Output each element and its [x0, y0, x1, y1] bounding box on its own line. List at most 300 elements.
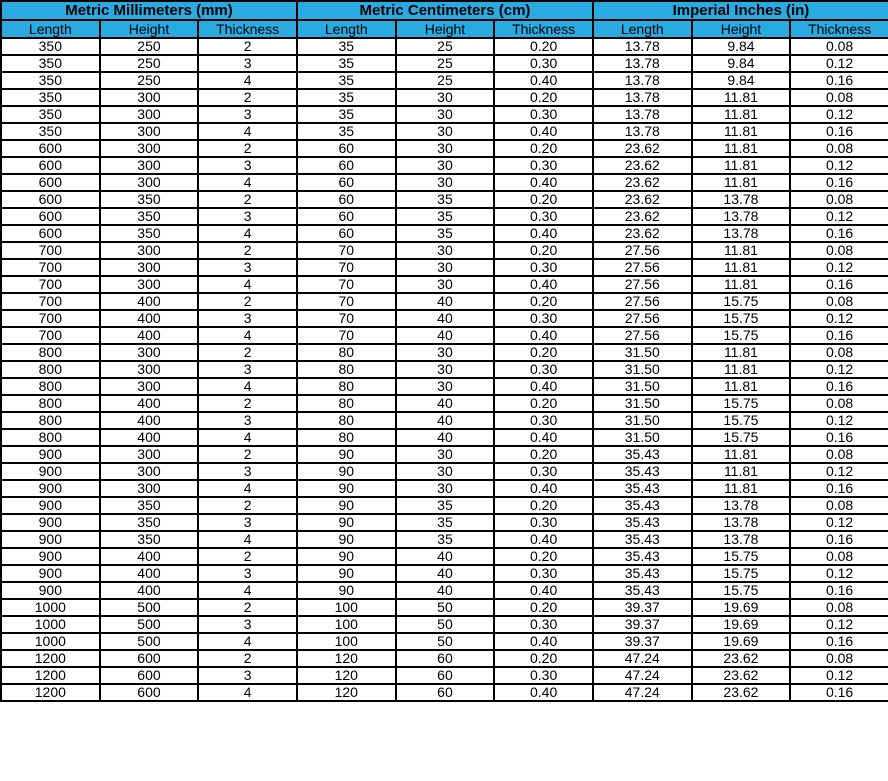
- table-cell: 35: [396, 191, 495, 208]
- table-cell: 0.30: [494, 55, 593, 72]
- table-cell: 100: [297, 633, 396, 650]
- table-cell: 400: [100, 565, 199, 582]
- table-cell: 0.08: [790, 395, 888, 412]
- table-cell: 30: [396, 157, 495, 174]
- table-cell: 0.08: [790, 38, 888, 55]
- table-cell: 35: [297, 123, 396, 140]
- table-cell: 0.40: [494, 480, 593, 497]
- table-cell: 0.16: [790, 327, 888, 344]
- table-row: [1, 633, 888, 650]
- table-row: [1, 378, 888, 395]
- table-cell: 11.81: [692, 174, 791, 191]
- table-cell: 250: [100, 55, 199, 72]
- table-cell: 35.43: [593, 497, 692, 514]
- table-cell: 60: [396, 650, 495, 667]
- table-cell: 2: [198, 497, 297, 514]
- table-cell: 0.12: [790, 157, 888, 174]
- table-cell: 13.78: [692, 225, 791, 242]
- table-cell: 0.16: [790, 582, 888, 599]
- table-cell: 300: [100, 463, 199, 480]
- table-cell: 30: [396, 276, 495, 293]
- table-cell: 4: [198, 684, 297, 701]
- table-cell: 2: [198, 242, 297, 259]
- table-cell: 11.81: [692, 446, 791, 463]
- table-cell: 13.78: [692, 191, 791, 208]
- table-cell: 90: [297, 497, 396, 514]
- table-cell: 400: [100, 327, 199, 344]
- table-cell: 300: [100, 242, 199, 259]
- table-cell: 0.20: [494, 548, 593, 565]
- table-cell: 300: [100, 259, 199, 276]
- table-row: [1, 208, 888, 225]
- group-header-row: [1, 1, 888, 20]
- table-cell: 27.56: [593, 327, 692, 344]
- table-row: [1, 38, 888, 55]
- table-cell: 4: [198, 327, 297, 344]
- table-cell: 0.12: [790, 208, 888, 225]
- table-cell: 2: [198, 548, 297, 565]
- table-cell: 700: [1, 293, 100, 310]
- table-row: [1, 480, 888, 497]
- table-cell: 35: [396, 514, 495, 531]
- table-cell: 0.20: [494, 344, 593, 361]
- table-cell: 15.75: [692, 395, 791, 412]
- table-cell: 4: [198, 429, 297, 446]
- table-cell: 0.12: [790, 55, 888, 72]
- table-cell: 90: [297, 514, 396, 531]
- table-cell: 0.40: [494, 633, 593, 650]
- table-cell: 11.81: [692, 276, 791, 293]
- table-cell: 13.78: [593, 38, 692, 55]
- table-cell: 0.08: [790, 293, 888, 310]
- table-cell: 35.43: [593, 548, 692, 565]
- table-cell: 15.75: [692, 412, 791, 429]
- table-cell: 4: [198, 633, 297, 650]
- table-cell: 60: [297, 225, 396, 242]
- table-cell: 300: [100, 344, 199, 361]
- table-row: [1, 106, 888, 123]
- table-cell: 30: [396, 123, 495, 140]
- table-row: [1, 684, 888, 701]
- table-cell: 800: [1, 344, 100, 361]
- table-cell: 800: [1, 361, 100, 378]
- table-cell: 0.20: [494, 650, 593, 667]
- table-cell: 900: [1, 565, 100, 582]
- table-cell: 0.30: [494, 310, 593, 327]
- table-cell: 15.75: [692, 310, 791, 327]
- table-row: [1, 310, 888, 327]
- table-cell: 0.30: [494, 616, 593, 633]
- table-row: [1, 650, 888, 667]
- table-cell: 11.81: [692, 106, 791, 123]
- table-cell: 0.08: [790, 548, 888, 565]
- table-cell: 11.81: [692, 157, 791, 174]
- table-cell: 47.24: [593, 650, 692, 667]
- table-cell: 600: [1, 225, 100, 242]
- table-cell: 90: [297, 480, 396, 497]
- table-cell: 0.16: [790, 531, 888, 548]
- table-cell: 350: [100, 191, 199, 208]
- table-cell: 35: [396, 225, 495, 242]
- table-cell: 0.40: [494, 123, 593, 140]
- table-cell: 30: [396, 446, 495, 463]
- table-cell: 120: [297, 684, 396, 701]
- table-cell: 0.20: [494, 191, 593, 208]
- table-cell: 31.50: [593, 412, 692, 429]
- table-cell: 70: [297, 242, 396, 259]
- table-cell: 0.40: [494, 684, 593, 701]
- table-cell: 3: [198, 667, 297, 684]
- table-cell: 35: [297, 72, 396, 89]
- table-cell: 80: [297, 412, 396, 429]
- table-cell: 30: [396, 480, 495, 497]
- table-cell: 900: [1, 497, 100, 514]
- table-cell: 0.12: [790, 565, 888, 582]
- table-cell: 0.40: [494, 582, 593, 599]
- table-cell: 2: [198, 191, 297, 208]
- table-cell: 40: [396, 310, 495, 327]
- table-cell: 0.16: [790, 633, 888, 650]
- table-cell: 500: [100, 599, 199, 616]
- table-cell: 19.69: [692, 616, 791, 633]
- table-cell: 0.08: [790, 242, 888, 259]
- table-cell: 40: [396, 327, 495, 344]
- table-cell: 70: [297, 259, 396, 276]
- table-cell: 35.43: [593, 565, 692, 582]
- table-cell: 0.12: [790, 106, 888, 123]
- table-row: [1, 174, 888, 191]
- table-row: [1, 548, 888, 565]
- table-cell: 30: [396, 259, 495, 276]
- table-cell: 800: [1, 378, 100, 395]
- table-row: [1, 599, 888, 616]
- table-cell: 0.16: [790, 378, 888, 395]
- table-cell: 3: [198, 616, 297, 633]
- table-cell: 800: [1, 395, 100, 412]
- table-cell: 300: [100, 446, 199, 463]
- table-cell: 0.20: [494, 89, 593, 106]
- table-cell: 4: [198, 123, 297, 140]
- table-cell: 23.62: [692, 667, 791, 684]
- table-cell: 35.43: [593, 480, 692, 497]
- table-row: [1, 89, 888, 106]
- table-cell: 50: [396, 633, 495, 650]
- table-cell: 2: [198, 38, 297, 55]
- table-cell: 25: [396, 72, 495, 89]
- table-row: [1, 225, 888, 242]
- table-cell: 60: [396, 684, 495, 701]
- table-cell: 0.12: [790, 514, 888, 531]
- table-cell: 23.62: [692, 650, 791, 667]
- table-cell: 11.81: [692, 89, 791, 106]
- table-cell: 35: [297, 55, 396, 72]
- table-cell: 300: [100, 157, 199, 174]
- table-row: [1, 293, 888, 310]
- table-cell: 350: [100, 514, 199, 531]
- table-cell: 0.12: [790, 667, 888, 684]
- table-cell: 0.30: [494, 412, 593, 429]
- column-header-in-height: Height: [692, 20, 791, 38]
- table-cell: 120: [297, 650, 396, 667]
- table-cell: 15.75: [692, 565, 791, 582]
- table-cell: 0.20: [494, 446, 593, 463]
- table-cell: 39.37: [593, 616, 692, 633]
- table-cell: 0.40: [494, 72, 593, 89]
- table-cell: 0.12: [790, 259, 888, 276]
- table-cell: 30: [396, 89, 495, 106]
- table-cell: 0.40: [494, 327, 593, 344]
- table-row: [1, 327, 888, 344]
- table-row: [1, 463, 888, 480]
- table-cell: 35.43: [593, 582, 692, 599]
- column-header-cm-thickness: Thickness: [494, 20, 593, 38]
- table-cell: 70: [297, 293, 396, 310]
- table-cell: 3: [198, 565, 297, 582]
- table-cell: 3: [198, 55, 297, 72]
- table-cell: 600: [1, 157, 100, 174]
- table-cell: 27.56: [593, 293, 692, 310]
- table-cell: 0.12: [790, 412, 888, 429]
- table-row: [1, 361, 888, 378]
- table-cell: 60: [297, 157, 396, 174]
- table-cell: 13.78: [593, 89, 692, 106]
- table-cell: 90: [297, 446, 396, 463]
- table-cell: 40: [396, 412, 495, 429]
- table-cell: 0.40: [494, 276, 593, 293]
- table-cell: 400: [100, 429, 199, 446]
- table-cell: 600: [100, 667, 199, 684]
- table-cell: 300: [100, 361, 199, 378]
- table-cell: 0.08: [790, 497, 888, 514]
- group-header-metric-mm: Metric Millimeters (mm): [1, 1, 297, 20]
- table-cell: 900: [1, 446, 100, 463]
- table-cell: 35.43: [593, 514, 692, 531]
- column-header-mm-thickness: Thickness: [198, 20, 297, 38]
- table-cell: 350: [1, 72, 100, 89]
- table-cell: 0.20: [494, 599, 593, 616]
- table-cell: 11.81: [692, 242, 791, 259]
- table-cell: 100: [297, 616, 396, 633]
- table-cell: 4: [198, 582, 297, 599]
- table-cell: 2: [198, 650, 297, 667]
- table-cell: 400: [100, 293, 199, 310]
- table-cell: 31.50: [593, 429, 692, 446]
- table-cell: 23.62: [593, 174, 692, 191]
- table-cell: 0.30: [494, 106, 593, 123]
- table-cell: 0.20: [494, 140, 593, 157]
- table-header: [1, 1, 888, 38]
- table-cell: 3: [198, 361, 297, 378]
- table-cell: 0.16: [790, 276, 888, 293]
- table-cell: 15.75: [692, 548, 791, 565]
- table-cell: 35.43: [593, 531, 692, 548]
- table-cell: 1200: [1, 650, 100, 667]
- table-cell: 1000: [1, 633, 100, 650]
- table-cell: 300: [100, 123, 199, 140]
- table-cell: 350: [1, 123, 100, 140]
- table-cell: 9.84: [692, 38, 791, 55]
- table-cell: 350: [1, 55, 100, 72]
- table-row: [1, 667, 888, 684]
- table-cell: 13.78: [593, 106, 692, 123]
- table-cell: 0.40: [494, 531, 593, 548]
- table-cell: 1200: [1, 684, 100, 701]
- table-cell: 27.56: [593, 276, 692, 293]
- table-cell: 9.84: [692, 55, 791, 72]
- table-cell: 40: [396, 429, 495, 446]
- table-cell: 27.56: [593, 310, 692, 327]
- table-cell: 3: [198, 514, 297, 531]
- table-cell: 800: [1, 429, 100, 446]
- table-cell: 15.75: [692, 429, 791, 446]
- table-cell: 11.81: [692, 123, 791, 140]
- table-cell: 0.20: [494, 395, 593, 412]
- table-cell: 11.81: [692, 378, 791, 395]
- table-cell: 1000: [1, 599, 100, 616]
- table-cell: 13.78: [593, 123, 692, 140]
- table-cell: 0.08: [790, 650, 888, 667]
- table-cell: 70: [297, 276, 396, 293]
- table-cell: 30: [396, 361, 495, 378]
- table-cell: 0.12: [790, 616, 888, 633]
- table-cell: 900: [1, 514, 100, 531]
- table-cell: 3: [198, 208, 297, 225]
- table-cell: 80: [297, 344, 396, 361]
- table-row: [1, 242, 888, 259]
- table-cell: 350: [100, 208, 199, 225]
- table-cell: 23.62: [593, 208, 692, 225]
- table-cell: 250: [100, 38, 199, 55]
- table-cell: 300: [100, 480, 199, 497]
- table-cell: 35: [297, 38, 396, 55]
- table-cell: 400: [100, 310, 199, 327]
- table-cell: 350: [100, 497, 199, 514]
- table-cell: 350: [1, 106, 100, 123]
- table-cell: 300: [100, 140, 199, 157]
- table-cell: 2: [198, 89, 297, 106]
- table-cell: 90: [297, 565, 396, 582]
- table-row: [1, 446, 888, 463]
- table-cell: 350: [100, 531, 199, 548]
- table-cell: 90: [297, 548, 396, 565]
- table-cell: 400: [100, 582, 199, 599]
- table-cell: 250: [100, 72, 199, 89]
- table-cell: 4: [198, 276, 297, 293]
- table-cell: 300: [100, 378, 199, 395]
- table-cell: 39.37: [593, 633, 692, 650]
- table-cell: 47.24: [593, 684, 692, 701]
- table-cell: 0.12: [790, 463, 888, 480]
- table-cell: 0.08: [790, 599, 888, 616]
- table-cell: 700: [1, 327, 100, 344]
- table-cell: 80: [297, 395, 396, 412]
- table-cell: 60: [297, 191, 396, 208]
- table-cell: 1000: [1, 616, 100, 633]
- table-row: [1, 429, 888, 446]
- table-cell: 900: [1, 463, 100, 480]
- table-cell: 15.75: [692, 327, 791, 344]
- table-cell: 0.30: [494, 514, 593, 531]
- table-cell: 30: [396, 106, 495, 123]
- table-cell: 0.30: [494, 208, 593, 225]
- table-cell: 4: [198, 480, 297, 497]
- table-cell: 3: [198, 412, 297, 429]
- table-cell: 0.20: [494, 38, 593, 55]
- table-cell: 15.75: [692, 293, 791, 310]
- table-body: [1, 38, 888, 701]
- table-row: [1, 140, 888, 157]
- table-cell: 0.08: [790, 446, 888, 463]
- table-row: [1, 565, 888, 582]
- table-cell: 70: [297, 327, 396, 344]
- table-cell: 300: [100, 276, 199, 293]
- table-cell: 13.78: [692, 497, 791, 514]
- table-cell: 19.69: [692, 599, 791, 616]
- table-cell: 40: [396, 395, 495, 412]
- table-cell: 300: [100, 89, 199, 106]
- table-cell: 400: [100, 395, 199, 412]
- table-cell: 3: [198, 463, 297, 480]
- table-cell: 600: [1, 140, 100, 157]
- column-header-in-thickness: Thickness: [790, 20, 888, 38]
- table-cell: 4: [198, 378, 297, 395]
- table-cell: 40: [396, 565, 495, 582]
- table-cell: 3: [198, 310, 297, 327]
- table-cell: 23.62: [593, 225, 692, 242]
- table-cell: 0.40: [494, 429, 593, 446]
- group-header-imperial-in: Imperial Inches (in): [593, 1, 888, 20]
- table-cell: 350: [100, 225, 199, 242]
- table-cell: 35.43: [593, 463, 692, 480]
- table-cell: 23.62: [593, 140, 692, 157]
- table-cell: 700: [1, 259, 100, 276]
- group-header-metric-cm: Metric Centimeters (cm): [297, 1, 593, 20]
- table-cell: 19.69: [692, 633, 791, 650]
- table-cell: 400: [100, 548, 199, 565]
- table-cell: 35: [297, 89, 396, 106]
- table-cell: 30: [396, 140, 495, 157]
- table-cell: 31.50: [593, 395, 692, 412]
- table-cell: 47.24: [593, 667, 692, 684]
- table-cell: 35: [396, 531, 495, 548]
- table-cell: 11.81: [692, 361, 791, 378]
- table-cell: 35: [396, 208, 495, 225]
- table-cell: 23.62: [593, 191, 692, 208]
- table-cell: 23.62: [692, 684, 791, 701]
- table-cell: 13.78: [593, 55, 692, 72]
- table-row: [1, 514, 888, 531]
- table-cell: 4: [198, 72, 297, 89]
- table-cell: 40: [396, 582, 495, 599]
- table-row: [1, 191, 888, 208]
- table-cell: 40: [396, 293, 495, 310]
- table-cell: 35.43: [593, 446, 692, 463]
- table-cell: 60: [297, 208, 396, 225]
- table-cell: 11.81: [692, 344, 791, 361]
- table-cell: 0.30: [494, 259, 593, 276]
- table-cell: 23.62: [593, 157, 692, 174]
- table-cell: 900: [1, 548, 100, 565]
- table-cell: 0.40: [494, 174, 593, 191]
- table-row: [1, 344, 888, 361]
- table-cell: 350: [1, 89, 100, 106]
- table-cell: 0.16: [790, 225, 888, 242]
- table-row: [1, 123, 888, 140]
- table-cell: 30: [396, 344, 495, 361]
- table-cell: 2: [198, 446, 297, 463]
- table-cell: 120: [297, 667, 396, 684]
- table-cell: 400: [100, 412, 199, 429]
